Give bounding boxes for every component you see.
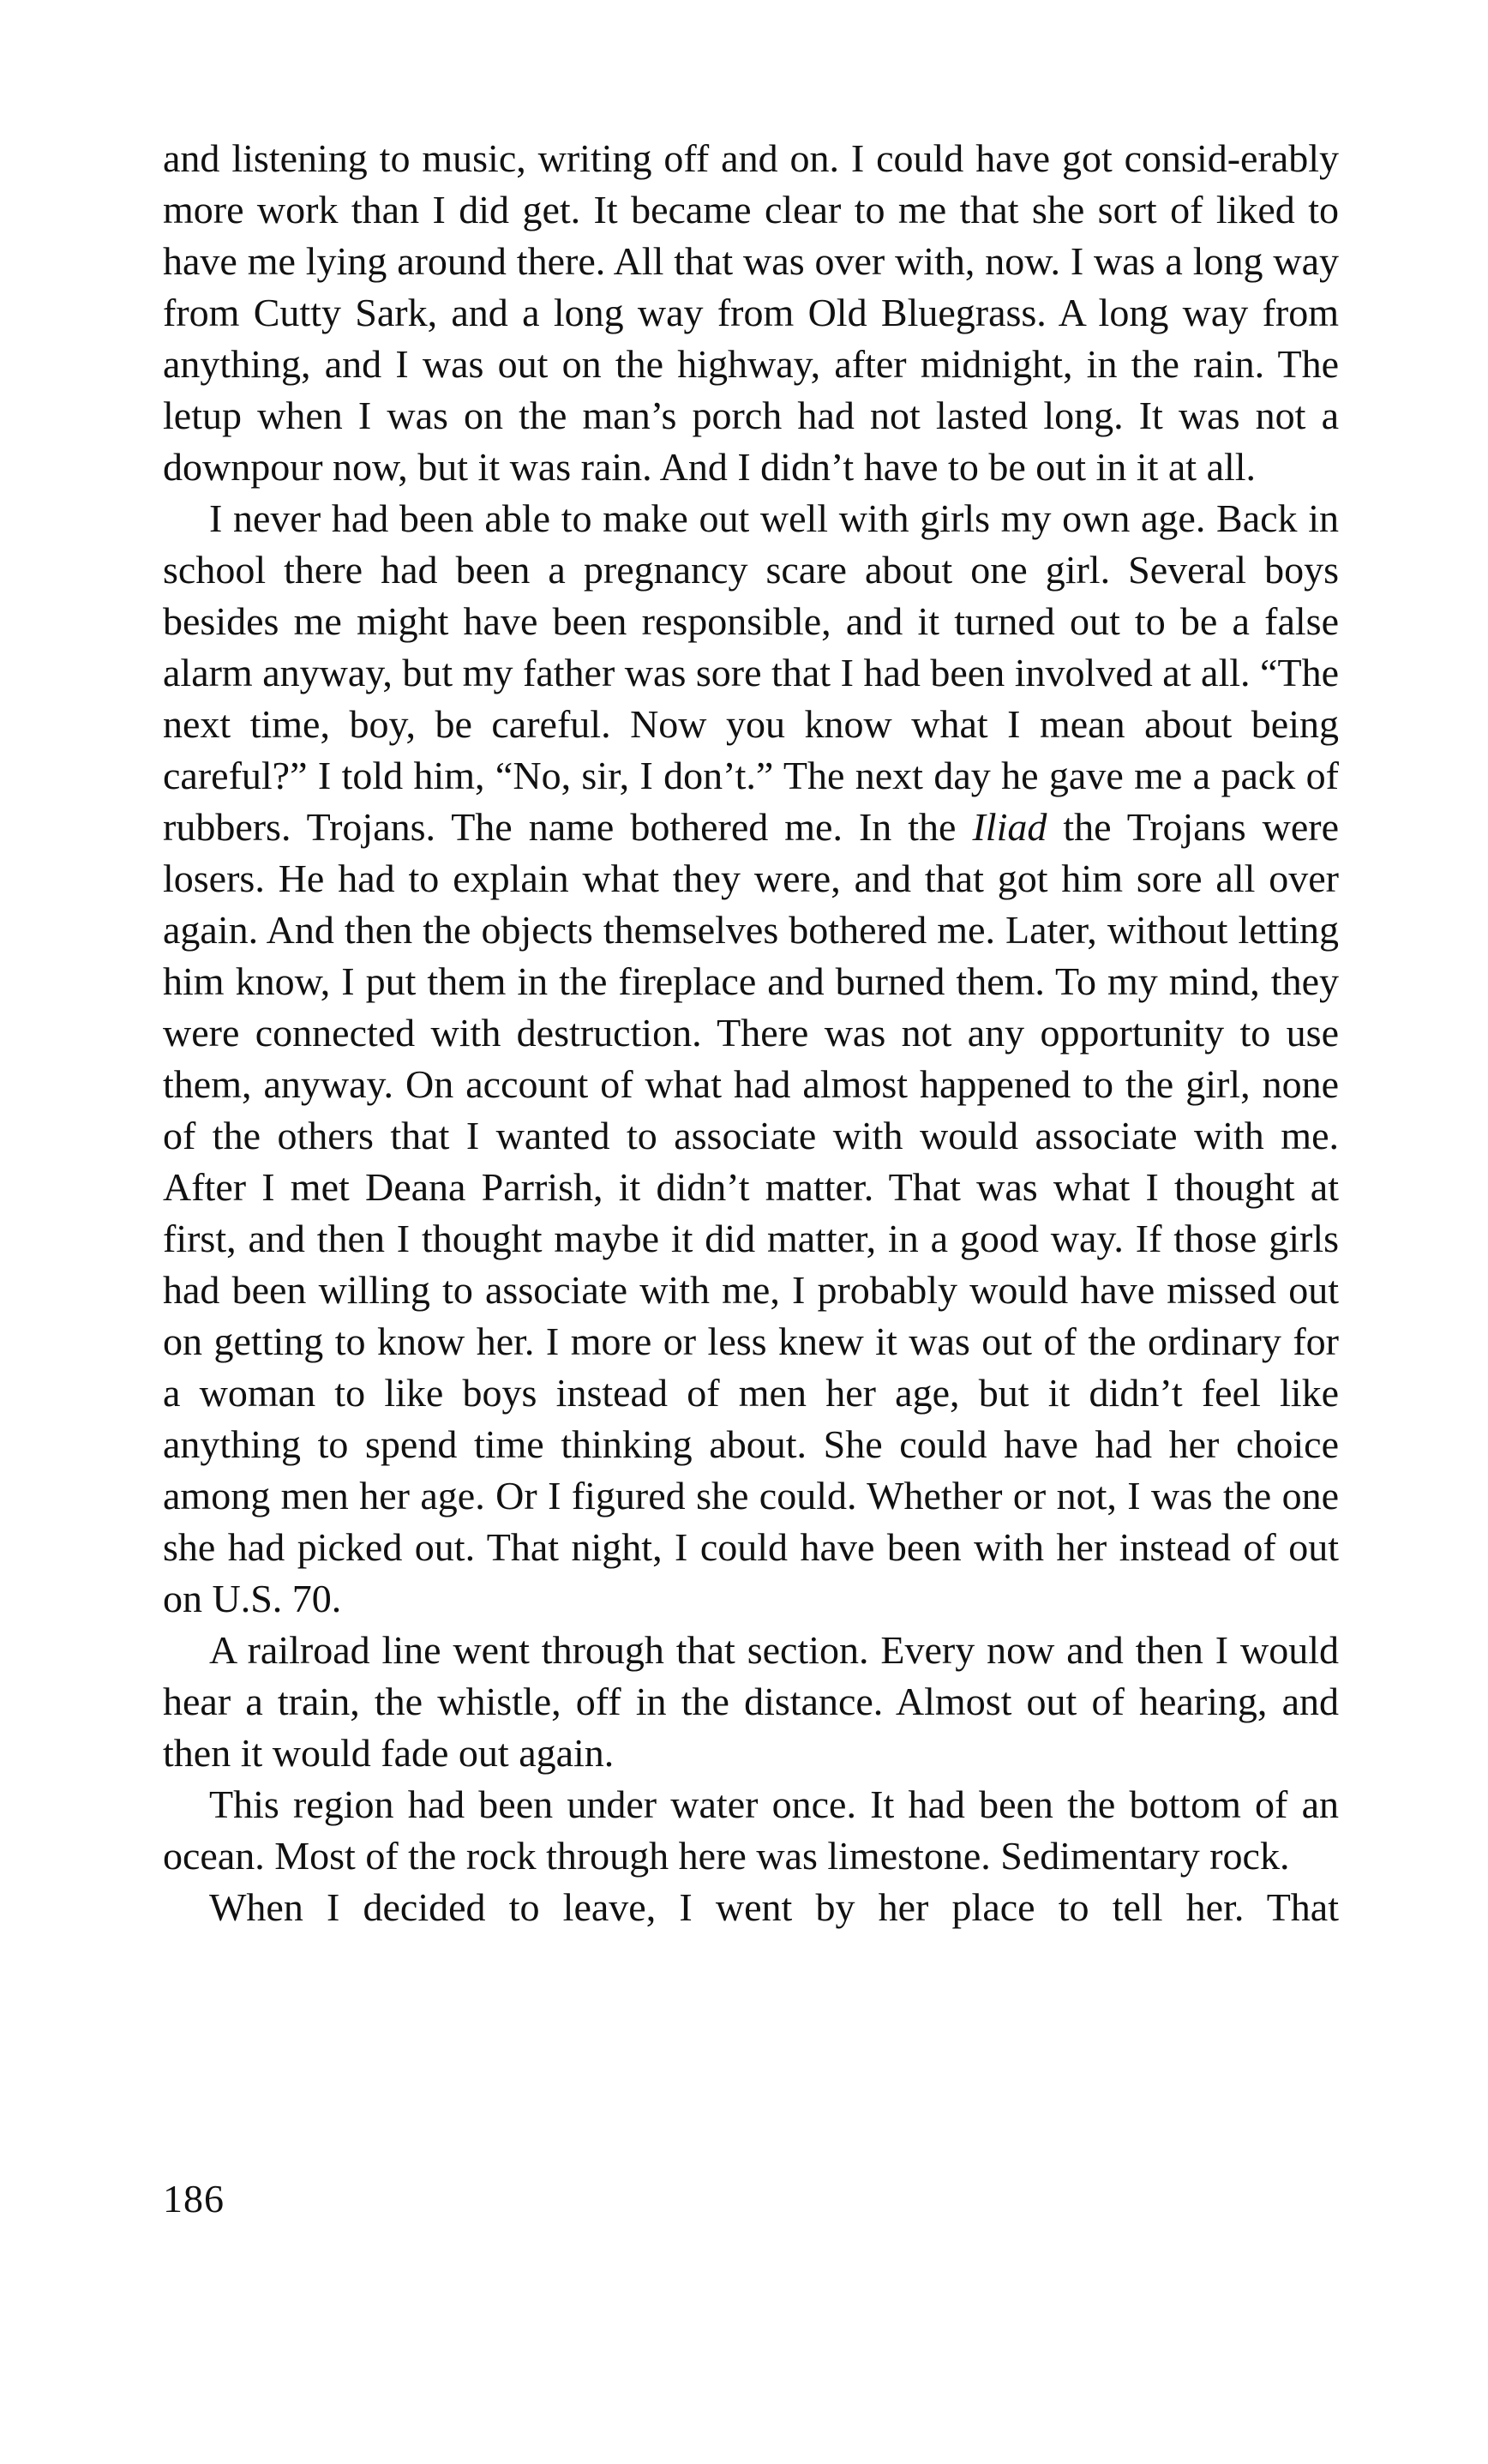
- paragraph-3-text: A railroad line went through that section. Every now and then I would hear a train, the whistle, off in the distance. Almost out of hearing, and then it would fade out again.: [163, 1628, 1339, 1775]
- paragraph-3: [163, 1625, 1339, 1779]
- paragraph-5-text: When I decided to leave, I went by her place to tell her. That: [209, 1885, 1339, 1929]
- page-number: 186: [163, 2177, 225, 2221]
- paragraph-1: [163, 133, 1339, 493]
- paragraph-4-text: This region had been under water once. It had been the bottom of an ocean. Most of the rock through here was limestone. Sedimentary rock.: [163, 1782, 1339, 1878]
- paragraph-4: [163, 1779, 1339, 1882]
- paragraph-5: [163, 1882, 1339, 1933]
- paragraph-2-text-b: the Trojans were losers. He had to explain what they were, and that got him sore all over again. And then the objects themselves bothered me. Later, without letting him know, I put them in the fireplace and burned them. To my mind, they were connected with destruction. There was not any opportunity to use them, anyway. On account of what had almost happened to the girl, none of the others that I wanted to associate with would associate with me. After I met Deana Parrish, it didn’t matter. That was what I thought at first, and then I thought maybe it did matter, in a good way. If those girls had been willing to associate with me, I probably would have missed out on getting to know her. I more or less knew it was out of the ordinary for a woman to like boys instead of men her age, but it didn’t feel like anything to spend time thinking about. She could have had her choice among men her age. Or I figured she could. Whether or not, I was the one she had picked out. That night, I could have been with her instead of out on U.S. 70.: [163, 805, 1339, 1620]
- paragraph-2: [163, 493, 1339, 1625]
- body-text: [163, 133, 1339, 1933]
- paragraph-2-italic-title: Iliad: [972, 805, 1047, 849]
- paragraph-1-text: and listening to music, writing off and on. I could have got consid-erably more work than I did get. It became clear to me that she sort of liked to have me lying around there. All that was over with, now. I was a long way from Cutty Sark, and a long way from Old Bluegrass. A long way from anything, and I was out on the highway, after midnight, in the rain. The letup when I was on the man’s porch had not lasted long. It was not a downpour now, but it was rain. And I didn’t have to be out in it at all.: [163, 136, 1339, 489]
- paragraph-2-text-a: I never had been able to make out well with girls my own age. Back in school there had been a pregnancy scare about one girl. Several boys besides me might have been responsible, and it turned out to be a false alarm anyway, but my father was sore that I had been involved at all. “The next time, boy, be careful. Now you know what I mean about being careful?” I told him, “No, sir, I don’t.” The next day he gave me a pack of rubbers. Trojans. The name bothered me. In the: [163, 496, 1339, 849]
